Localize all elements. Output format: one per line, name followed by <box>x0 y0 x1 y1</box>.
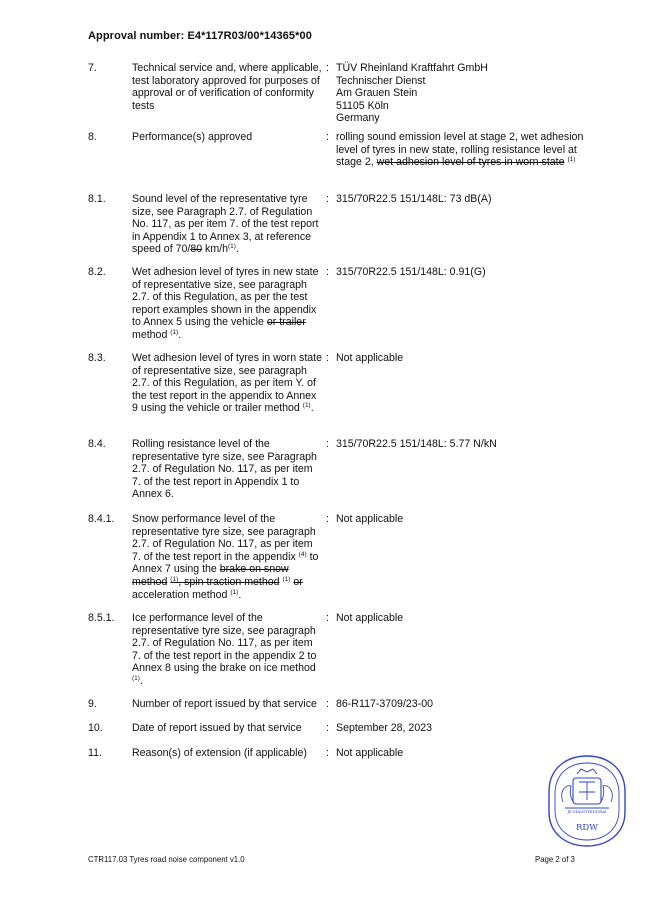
label-text: to Annex 7 using the <box>132 550 319 576</box>
section-number: 8.1. <box>88 193 106 205</box>
struck-text: , spin traction method <box>178 575 280 588</box>
stamp-motto: JE MAINTIENDRAI <box>567 809 607 814</box>
stamp-rdw-label: RDW <box>576 823 598 833</box>
footnote-ref: (4) <box>298 550 307 558</box>
value-line: Technischer Dienst <box>336 74 426 87</box>
label-text: km/h <box>202 243 229 256</box>
section-value: Not applicable <box>336 747 404 759</box>
colon-separator: : <box>326 62 329 74</box>
colon-separator: : <box>326 131 329 143</box>
struck-text: brake on snow method <box>132 563 289 588</box>
value-line: TÜV Rheinland Kraftfahrt GmbH <box>336 62 488 74</box>
section-value: 86-R117-3709/23-00 <box>336 698 433 710</box>
label-text: Wet adhesion level of tyres in new state of representative size, see paragraph 2.7. of this Regulation, as per the test report examples shown in the appendix to Annex 5 using the vehicle <box>132 266 319 329</box>
colon-separator: : <box>326 266 329 278</box>
section-value: Not applicable <box>336 513 404 525</box>
colon-separator: : <box>326 352 329 364</box>
section-number: 8.4. <box>88 438 106 450</box>
label-text: Snow performance level of the representative tyre size, see paragraph 2.7. of Regulation No. 117, as per item 7. of the test report in the appendix <box>132 513 316 563</box>
section-value: 315/70R22.5 151/148L: 5.77 N/kN <box>336 438 497 450</box>
struck-text: or <box>293 575 303 588</box>
colon-separator: : <box>326 513 329 525</box>
footnote-ref: (1) <box>132 674 140 682</box>
approval-number-heading: Approval number: E4*117R03/00*14365*00 <box>88 30 312 42</box>
section-value <box>336 131 586 169</box>
label-text: . <box>310 402 314 415</box>
colon-separator: : <box>326 747 329 759</box>
section-label <box>132 513 324 601</box>
rdw-official-stamp <box>543 752 631 850</box>
section-label: Performance(s) approved <box>132 131 253 143</box>
section-value <box>336 62 586 125</box>
struck-text: wet adhesion level of tyres in worn state <box>376 156 565 169</box>
footnote-ref: (1) <box>170 575 179 583</box>
section-value: 315/70R22.5 151/148L: 0.91(G) <box>336 266 486 278</box>
value-line: 51105 Köln <box>336 99 389 112</box>
colon-separator: : <box>326 722 329 734</box>
section-label: Technical service and, where applicable, test laboratory approved for purposes of approval or of verification of conformity tests <box>132 62 322 112</box>
footnote-ref: (1) <box>302 402 311 410</box>
section-label <box>132 266 324 342</box>
colon-separator: : <box>326 438 329 450</box>
section-label <box>132 193 324 256</box>
label-text: . <box>238 588 242 601</box>
section-number: 8.4.1. <box>88 513 115 525</box>
section-number: 8.2. <box>88 266 106 278</box>
label-text: Ice performance level of the representative tyre size, see paragraph 2.7. of Regulation No. 117, as per item 7. of the test report in the appendix 2 to Annex 8 using the brake on ice method <box>132 612 317 675</box>
section-number: 8. <box>88 131 97 143</box>
section-label: Number of report issued by that service <box>132 698 317 710</box>
section-number: 7. <box>88 62 97 74</box>
footnote-ref: (1) <box>228 243 236 251</box>
value-line: Germany <box>336 112 380 125</box>
label-text: . <box>139 674 143 687</box>
footnote-ref: (1) <box>170 328 179 336</box>
label-text: . <box>178 328 182 341</box>
section-label: Reason(s) of extension (if applicable) <box>132 747 307 759</box>
value-text: rolling sound emission level at stage 2, wet adhesion level of tyres in new state, rolling resistance level at stage 2, <box>336 131 584 169</box>
section-number: 11. <box>88 747 102 759</box>
label-text: . <box>235 243 239 256</box>
section-value: Not applicable <box>336 612 404 624</box>
colon-separator: : <box>326 698 329 710</box>
label-text: acceleration method <box>132 588 231 601</box>
section-number: 8.3. <box>88 352 106 364</box>
stamp-seal-icon <box>543 752 631 850</box>
section-label <box>132 612 324 688</box>
section-number: 9. <box>88 698 97 710</box>
footer-page-number: Page 2 of 3 <box>535 855 575 864</box>
colon-separator: : <box>326 612 329 624</box>
section-number: 10. <box>88 722 103 734</box>
label-text: Sound level of the representative tyre size, see Paragraph 2.7. of Regulation No. 117, as per item 7. of the test report in Appendix 1 to Annex 3, at reference speed of 70/ <box>132 193 319 256</box>
struck-text: or trailer <box>266 316 306 329</box>
footnote-ref: (1) <box>230 588 239 596</box>
struck-text: 80 <box>190 243 203 256</box>
footer-document-id: CTR117.03 Tyres road noise component v1.0 <box>88 855 245 864</box>
section-label: Rolling resistance level of the representative tyre size, see Paragraph 2.7. of Regulation No. 117, as per item 7. of the test report in Appendix 1 to Annex 6. <box>132 438 317 501</box>
label-text: method <box>132 328 171 341</box>
section-label <box>132 352 324 415</box>
section-label: Date of report issued by that service <box>132 722 302 734</box>
section-value: 315/70R22.5 151/148L: 73 dB(A) <box>336 193 492 205</box>
section-value: September 28, 2023 <box>336 722 433 734</box>
section-number: 8.5.1. <box>88 612 115 624</box>
label-text: Wet adhesion level of tyres in worn state of representative size, see paragraph 2.7. of this Regulation, as per item Y. of the test report in the appendix to Annex 9 using the vehicle or trailer method <box>132 352 322 415</box>
footnote-ref: (1) <box>282 575 291 583</box>
footnote-ref: (1) <box>567 156 576 164</box>
value-line: Am Grauen Stein <box>336 87 418 100</box>
section-value: Not applicable <box>336 352 404 364</box>
colon-separator: : <box>326 193 329 205</box>
